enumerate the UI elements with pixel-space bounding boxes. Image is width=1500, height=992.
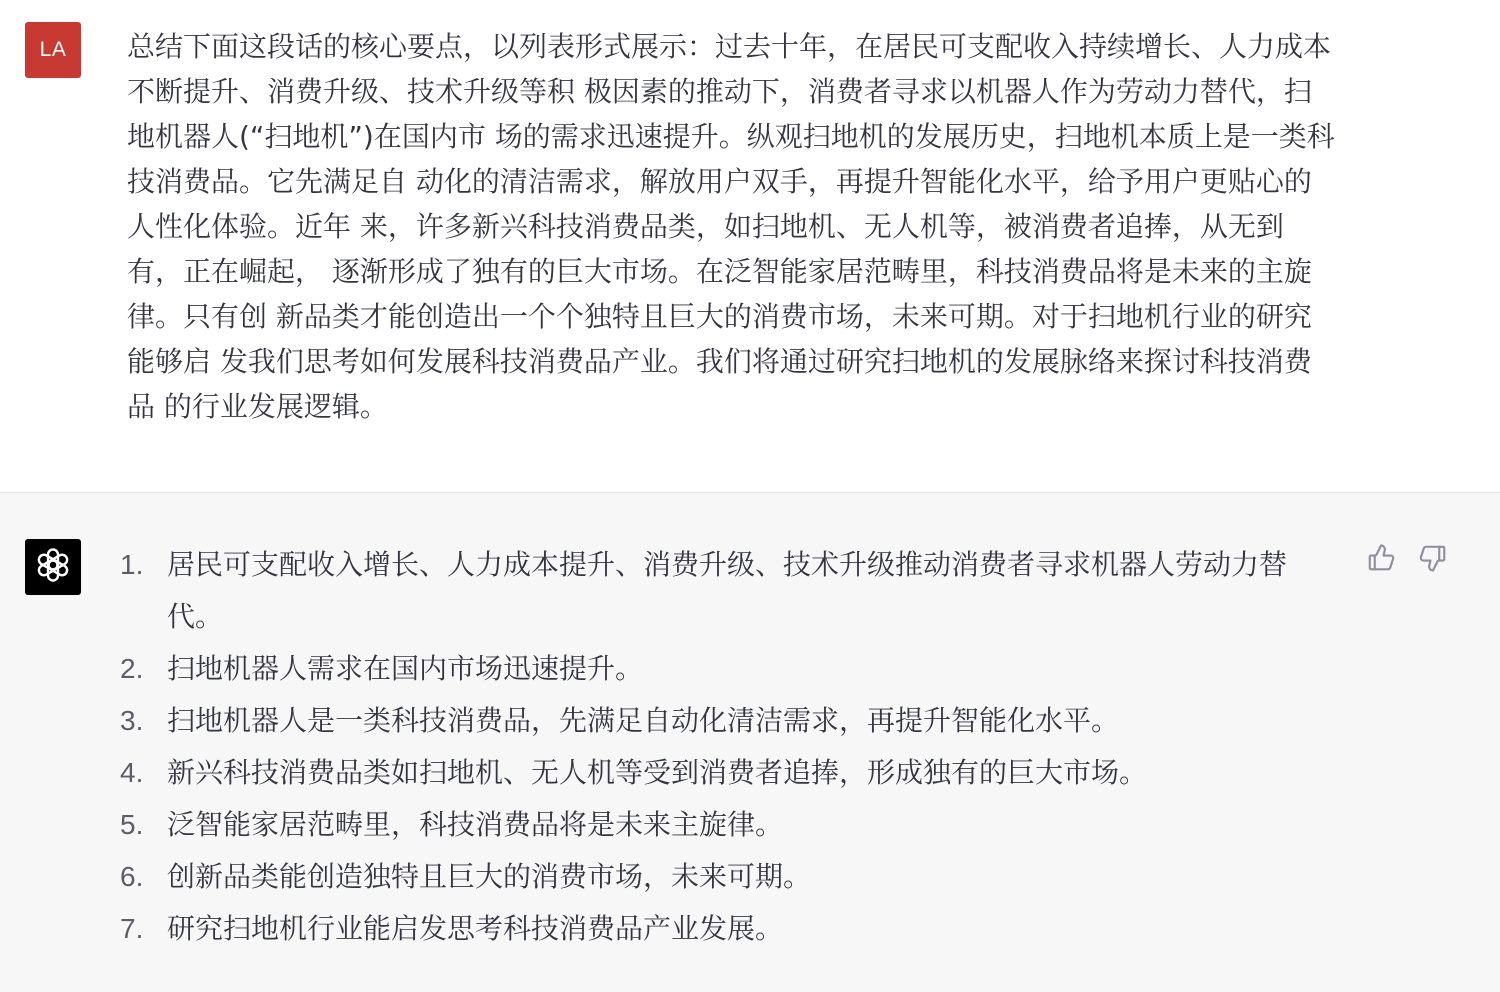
thumbs-up-button[interactable] — [1364, 543, 1398, 577]
list-item-number: 7. — [120, 913, 144, 944]
list-item-text: 泛智能家居范畴里，科技消费品将是未来主旋律。 — [167, 808, 784, 841]
list-item-text: 居民可支配收入增长、人力成本提升、消费升级、技术升级推动消费者寻求机器人劳动力替代。 — [167, 548, 1288, 633]
assistant-avatar — [25, 539, 81, 595]
list-item-number: 1. — [120, 549, 144, 580]
user-message-text: 总结下面这段话的核心要点，以列表形式展示：过去十年，在居民可支配收入持续增长、人力成本不断提升、消费升级、技术升级等积 极因素的推动下，消费者寻求以机器人作为劳动力替代，扫地机器人(“扫地机”)在国内市 场的需求迅速提升。纵观扫地机的发展历史，扫地机本质上是一类科技消费品。它先满足自 动化的清洁需求，解放用户双手，再提升智能化水平，给予用户更贴心的人性化体验。近年 来，许多新兴科技消费品类，如扫地机、无人机等，被消费者追捧，从无到有，正在崛起， 逐渐形成了独有的巨大市场。在泛智能家居范畴里，科技消费品将是未来的主旋律。只有创 新品类才能创造出一个个独特且巨大的消费市场，未来可期。对于扫地机行业的研究能够启 发我们思考如何发展科技消费品产业。我们将通过研究扫地机的发展脉络来探讨科技消费品 的行业发展逻辑。 — [127, 30, 1335, 423]
list-item — [120, 799, 1335, 851]
user-message-row — [0, 0, 1500, 493]
user-avatar: LA — [25, 22, 81, 78]
list-item-text: 研究扫地机行业能启发思考科技消费品产业发展。 — [167, 912, 784, 945]
list-item — [120, 747, 1335, 799]
list-item-text: 扫地机器人是一类科技消费品，先满足自动化清洁需求，再提升智能化水平。 — [167, 704, 1120, 737]
answer-list — [120, 539, 1335, 955]
list-item — [120, 539, 1335, 643]
list-item-text: 扫地机器人需求在国内市场迅速提升。 — [167, 652, 644, 685]
list-item-number: 4. — [120, 757, 144, 788]
thumbs-up-icon — [1366, 543, 1396, 577]
list-item-number: 5. — [120, 809, 144, 840]
list-item — [120, 695, 1335, 747]
list-item — [120, 903, 1335, 955]
openai-logo-icon — [33, 545, 73, 589]
list-item — [120, 851, 1335, 903]
list-item-number: 3. — [120, 705, 144, 736]
thumbs-down-button[interactable] — [1416, 543, 1450, 577]
list-item-text: 新兴科技消费品类如扫地机、无人机等受到消费者追捧，形成独有的巨大市场。 — [167, 756, 1148, 789]
list-item — [120, 643, 1335, 695]
list-item-number: 6. — [120, 861, 144, 892]
list-item-text: 创新品类能创造独特且巨大的消费市场，未来可期。 — [167, 860, 812, 893]
assistant-message-row — [0, 493, 1500, 992]
list-item-number: 2. — [120, 653, 144, 684]
thumbs-down-icon — [1418, 543, 1448, 577]
